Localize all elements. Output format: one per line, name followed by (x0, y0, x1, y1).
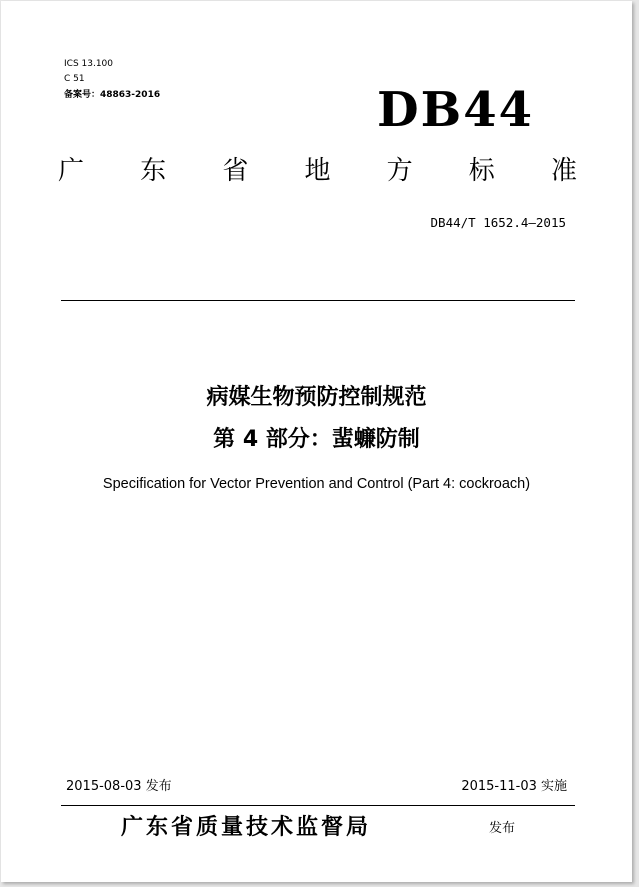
issuing-authority: 广东省质量技术监督局 (121, 815, 372, 840)
issue-verb: 发布 (489, 821, 516, 836)
document-page (1, 1, 632, 882)
standard-type-char: 省 (222, 156, 249, 186)
title-zh-part: 第 4 部分：蜚蠊防制 (213, 427, 420, 452)
title-en: Specification for Vector Prevention and Control (Part 4: cockroach) (102, 476, 531, 492)
standard-type-char: 准 (550, 156, 577, 186)
standard-logo: DB44 (377, 82, 534, 138)
standard-type (58, 154, 577, 188)
standard-type-char: 东 (140, 156, 167, 186)
ics-code: ICS 13.100 (64, 59, 114, 69)
standard-type-char: 方 (386, 156, 413, 186)
bottom-divider (61, 805, 575, 806)
implement-date: 2015-11-03 实施 (461, 779, 567, 794)
filing-number: 备案号：48863-2016 (64, 90, 161, 100)
standard-type-char: 广 (58, 156, 85, 186)
ccs-code: C 51 (64, 74, 85, 84)
top-divider (61, 300, 575, 301)
standard-number: DB44/T 1652.4—2015 (430, 215, 566, 230)
standard-type-char: 标 (468, 156, 495, 186)
standard-type-char: 地 (304, 156, 331, 186)
title-zh-main: 病媒生物预防控制规范 (206, 385, 427, 410)
issue-date: 2015-08-03 发布 (66, 779, 172, 794)
